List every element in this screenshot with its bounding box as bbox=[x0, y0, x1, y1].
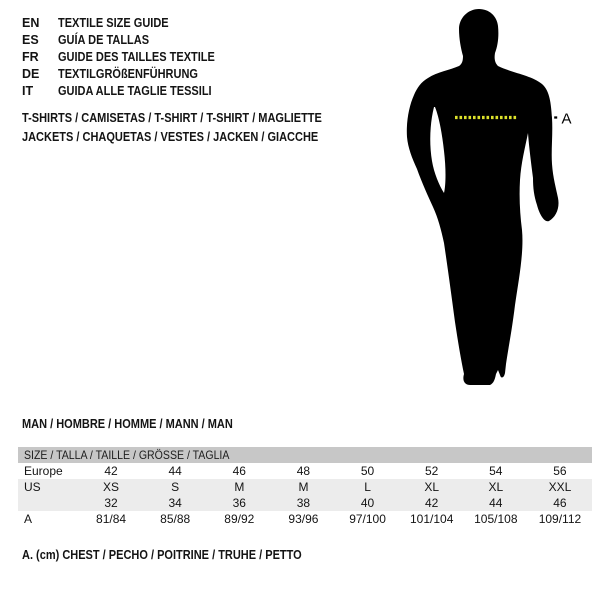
language-code: EN bbox=[22, 16, 40, 30]
category-line-tshirts: T-SHIRTS / CAMISETAS / T-SHIRT / T-SHIRT / MAGLIETTE bbox=[22, 111, 322, 125]
table-cell: XL bbox=[488, 480, 504, 494]
table-cell: 34 bbox=[168, 496, 182, 510]
section-title-man: MAN / HOMBRE / HOMME / MANN / MAN bbox=[22, 417, 233, 431]
table-cell: 46 bbox=[553, 496, 567, 510]
category-line-jackets: JACKETS / CHAQUETAS / VESTES / JACKEN / GIACCHE bbox=[22, 130, 319, 144]
table-row-label: Europe bbox=[24, 464, 63, 478]
table-cell: 42 bbox=[425, 496, 439, 510]
language-label: TEXTILE SIZE GUIDE bbox=[58, 16, 169, 30]
table-cell: 42 bbox=[104, 464, 118, 478]
table-cell: 44 bbox=[168, 464, 182, 478]
table-cell: 54 bbox=[489, 464, 503, 478]
table-cell: 48 bbox=[296, 464, 311, 478]
table-row-europe bbox=[18, 463, 592, 479]
table-cell: 97/100 bbox=[349, 512, 386, 526]
language-label: TEXTILGRÖßENFÜHRUNG bbox=[58, 67, 198, 81]
table-cell: 44 bbox=[489, 496, 503, 510]
table-cell: 81/84 bbox=[96, 512, 127, 526]
language-code: DE bbox=[22, 67, 40, 81]
table-cell: XXL bbox=[548, 480, 572, 494]
table-cell: XS bbox=[103, 480, 120, 494]
table-cell: 50 bbox=[360, 464, 375, 478]
language-label: GUIDA ALLE TAGLIE TESSILI bbox=[58, 84, 212, 98]
table-row-label bbox=[18, 495, 79, 511]
table-cell: S bbox=[171, 480, 180, 494]
table-cell: XL bbox=[424, 480, 440, 494]
table-row-label: A bbox=[24, 512, 33, 526]
table-cell: 85/88 bbox=[160, 512, 191, 526]
table-cell: 36 bbox=[232, 496, 246, 510]
table-cell: 93/96 bbox=[288, 512, 319, 526]
language-code: IT bbox=[22, 84, 34, 98]
table-cell: 101/104 bbox=[409, 512, 454, 526]
table-cell: L bbox=[364, 480, 371, 494]
size-table-header: SIZE / TALLA / TAILLE / GRÖSSE / TAGLIA bbox=[18, 447, 592, 463]
measure-label-a: A bbox=[561, 110, 572, 128]
table-cell: 52 bbox=[425, 464, 439, 478]
language-code: ES bbox=[22, 33, 39, 47]
table-row-label: US bbox=[24, 480, 41, 494]
table-cell: 89/92 bbox=[224, 512, 255, 526]
table-row-us bbox=[18, 479, 592, 495]
size-table bbox=[18, 447, 592, 527]
table-cell: 109/112 bbox=[538, 512, 582, 526]
table-cell: M bbox=[234, 480, 245, 494]
language-code: FR bbox=[22, 50, 39, 64]
language-label: GUIDE DES TAILLES TEXTILE bbox=[58, 50, 215, 64]
table-row-chest-a bbox=[18, 511, 592, 527]
table-cell: 32 bbox=[104, 496, 118, 510]
table-cell: 40 bbox=[360, 496, 375, 510]
table-cell: M bbox=[298, 480, 309, 494]
table-cell: 46 bbox=[232, 464, 246, 478]
table-cell: 56 bbox=[553, 464, 567, 478]
table-cell: 38 bbox=[296, 496, 311, 510]
language-label: GUÍA DE TALLAS bbox=[58, 33, 150, 47]
measurement-footnote: A. (cm) CHEST / PECHO / POITRINE / TRUHE / PETTO bbox=[22, 548, 302, 562]
table-cell: 105/108 bbox=[474, 512, 518, 526]
table-row-numeric bbox=[18, 495, 592, 511]
body-silhouette bbox=[407, 9, 559, 385]
